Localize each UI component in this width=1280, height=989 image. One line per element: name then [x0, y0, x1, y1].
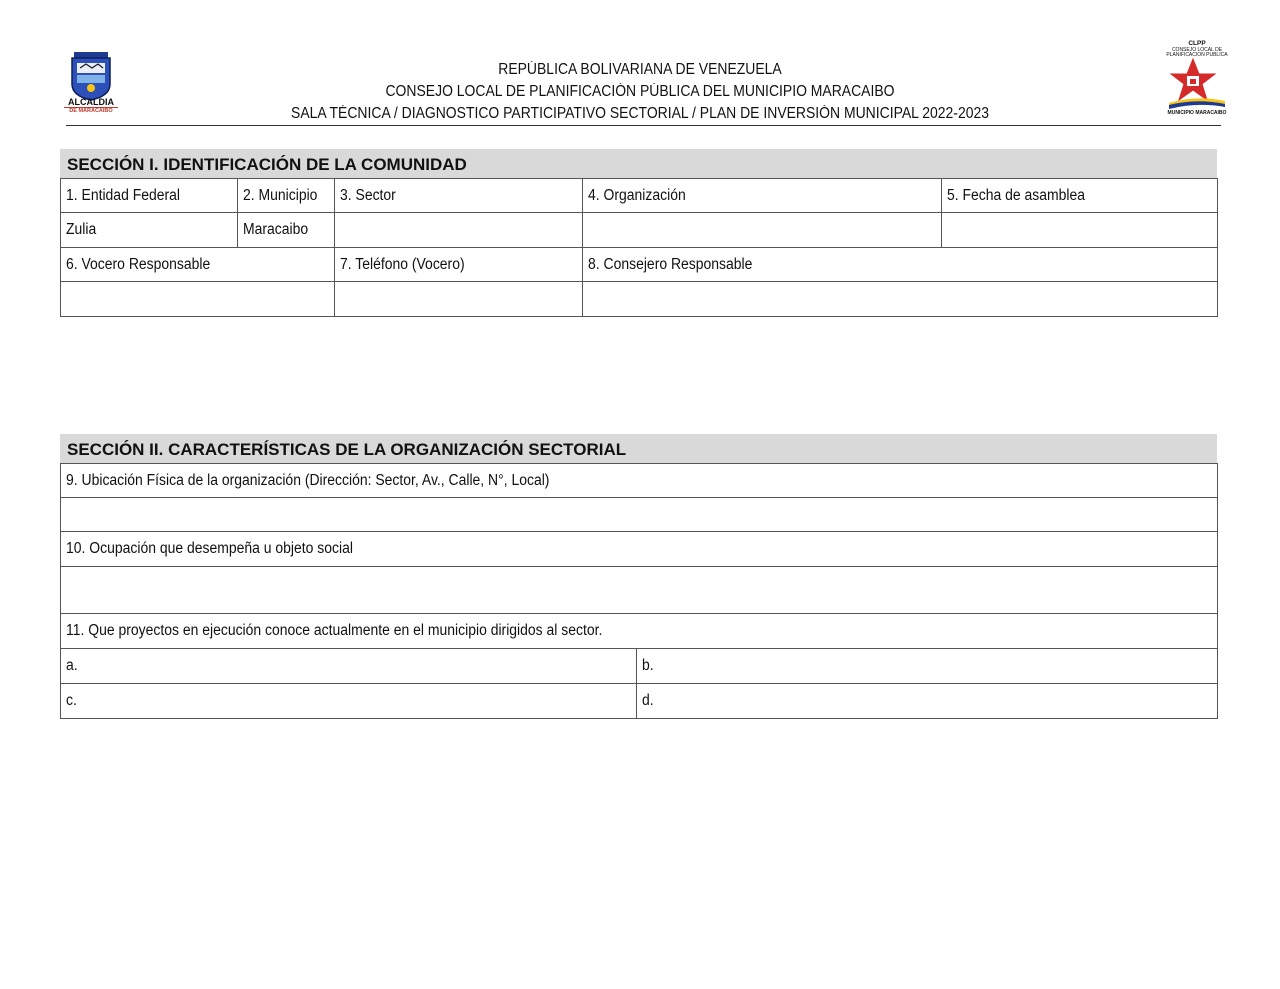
- label-organizacion: 4. Organización: [583, 179, 942, 213]
- section-2-table: [60, 463, 1218, 719]
- field-consejero-responsable[interactable]: [583, 282, 1218, 317]
- header-line-2: CONSEJO LOCAL DE PLANIFICACIÓN PÚBLICA DEL MUNICIPIO MARACAIBO: [385, 83, 895, 100]
- table-row: [61, 248, 1218, 282]
- label-vocero-responsable: 6. Vocero Responsable: [61, 248, 335, 282]
- star-icon: [1163, 57, 1231, 109]
- table-row: [61, 464, 1218, 498]
- label-proyectos: 11. Que proyectos en ejecución conoce actualmente en el municipio dirigidos al sector.: [61, 614, 1218, 649]
- field-fecha-asamblea[interactable]: [942, 213, 1218, 248]
- section-2: [60, 434, 1217, 719]
- header-titles: [160, 59, 1120, 125]
- table-row: [61, 684, 1218, 719]
- label-fecha-asamblea: 5. Fecha de asamblea: [942, 179, 1218, 213]
- table-row: [61, 532, 1218, 567]
- header-line-3: SALA TÉCNICA / DIAGNOSTICO PARTICIPATIVO SECTORIAL / PLAN DE INVERSIÓN MUNICIPAL 2022-2023: [291, 105, 989, 122]
- field-entidad-federal[interactable]: Zulia: [61, 213, 238, 248]
- field-proyecto-d[interactable]: d.: [637, 684, 1218, 719]
- label-consejero-responsable: 8. Consejero Responsable: [583, 248, 1218, 282]
- clpp-logo-municipio: MUNICIPIO MARACAIBO: [1167, 110, 1227, 116]
- table-row: [61, 567, 1218, 614]
- table-row: [61, 179, 1218, 213]
- section-1-table: [60, 178, 1218, 317]
- label-sector: 3. Sector: [335, 179, 583, 213]
- clpp-logo: [1163, 40, 1231, 118]
- label-entidad-federal: 1. Entidad Federal: [61, 179, 238, 213]
- label-municipio: 2. Municipio: [238, 179, 335, 213]
- field-vocero-responsable[interactable]: [61, 282, 335, 317]
- label-telefono-vocero: 7. Teléfono (Vocero): [335, 248, 583, 282]
- field-telefono-vocero[interactable]: [335, 282, 583, 317]
- field-sector[interactable]: [335, 213, 583, 248]
- clpp-logo-subtitle-2: PLANIFICACION PUBLICA: [1166, 52, 1228, 58]
- table-row: [61, 213, 1218, 248]
- field-organizacion[interactable]: [583, 213, 942, 248]
- clpp-logo-title: CLPP: [1188, 40, 1206, 47]
- field-municipio[interactable]: Maracaibo: [238, 213, 335, 248]
- table-row: [61, 649, 1218, 684]
- table-row: [61, 614, 1218, 649]
- section-2-title: SECCIÓN II. CARACTERÍSTICAS DE LA ORGANIZACIÓN SECTORIAL: [60, 434, 1217, 463]
- clpp-logo-subtitle-1: CONSEJO LOCAL DE: [1171, 47, 1223, 53]
- alcaldia-logo-subtext: DE MARACAIBO: [64, 107, 118, 114]
- document-header: [0, 0, 1280, 130]
- field-ubicacion-fisica[interactable]: [61, 498, 1218, 532]
- section-1-title: SECCIÓN I. IDENTIFICACIÓN DE LA COMUNIDAD: [60, 149, 1217, 178]
- label-ubicacion-fisica: 9. Ubicación Física de la organización (Dirección: Sector, Av., Calle, N°, Local): [61, 464, 1218, 498]
- field-proyecto-b[interactable]: b.: [637, 649, 1218, 684]
- section-1: [60, 149, 1217, 317]
- header-line-1: REPÚBLICA BOLIVARIANA DE VENEZUELA: [498, 61, 782, 78]
- label-ocupacion: 10. Ocupación que desempeña u objeto social: [61, 532, 1218, 567]
- table-row: [61, 282, 1218, 317]
- field-ocupacion[interactable]: [61, 567, 1218, 614]
- field-proyecto-a[interactable]: a.: [61, 649, 637, 684]
- alcaldia-logo-text: ALCALDIA: [68, 97, 114, 107]
- field-proyecto-c[interactable]: c.: [61, 684, 637, 719]
- alcaldia-logo: [66, 50, 116, 118]
- header-rule: [66, 125, 1221, 126]
- table-row: [61, 498, 1218, 532]
